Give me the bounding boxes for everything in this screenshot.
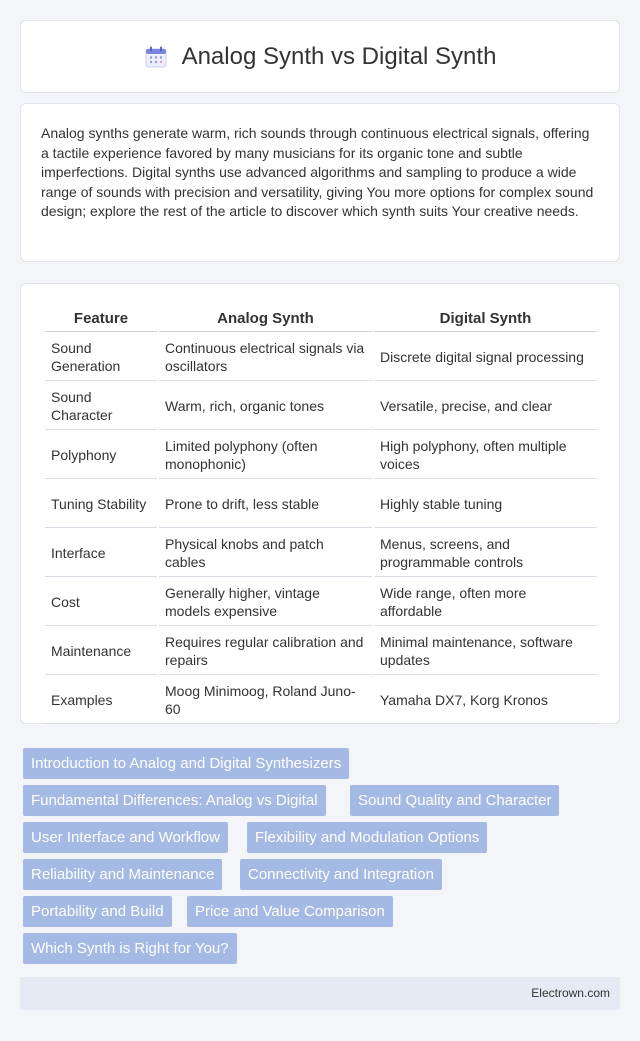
topic-tag-which-synth[interactable]: Which Synth is Right for You? — [23, 933, 237, 964]
table-cell: Prone to drift, less stable — [159, 481, 372, 528]
table-row — [45, 579, 597, 626]
table-cell: Generally higher, vintage models expensive — [159, 579, 372, 626]
table-cell: Moog Minimoog, Roland Juno-60 — [159, 677, 372, 724]
table-cell: Limited polyphony (often monophonic) — [159, 432, 372, 479]
table-cell: Tuning Stability — [45, 481, 157, 528]
table-cell: Sound Generation — [45, 334, 157, 381]
table-row — [45, 432, 597, 479]
footer — [20, 977, 620, 1010]
table-cell: Sound Character — [45, 383, 157, 430]
table-cell: Requires regular calibration and repairs — [159, 628, 372, 675]
table-row — [45, 628, 597, 675]
intro-text: Analog synths generate warm, rich sounds through continuous electrical signals, offering a tactile experience favored by many musicians for its organic tone and subtle imperfections. Digital synths use advanced algorithms and sampling to produce a wide range of sounds with precision and versatility, giving You more options for complex sound design; explore the rest of the article to discover which synth suits Your creative needs. — [41, 125, 594, 220]
table-cell: Yamaha DX7, Korg Kronos — [374, 677, 597, 724]
table-cell: Versatile, precise, and clear — [374, 383, 597, 430]
table-cell: Physical knobs and patch cables — [159, 530, 372, 577]
comparison-table-card — [20, 283, 620, 724]
topic-tag-connectivity[interactable]: Connectivity and Integration — [240, 859, 442, 890]
topic-tag-flexibility[interactable]: Flexibility and Modulation Options — [247, 822, 487, 853]
column-header: Feature — [45, 306, 157, 332]
table-cell: Cost — [45, 579, 157, 626]
page-title: Analog Synth vs Digital Synth — [181, 42, 497, 70]
table-cell: Maintenance — [45, 628, 157, 675]
table-row — [45, 334, 597, 381]
table-cell: Menus, screens, and programmable controls — [374, 530, 597, 577]
table-cell: Discrete digital signal processing — [374, 334, 597, 381]
topic-tag-sound-quality[interactable]: Sound Quality and Character — [350, 785, 559, 816]
column-header: Digital Synth — [374, 306, 597, 332]
table-cell: Wide range, often more affordable — [374, 579, 597, 626]
title-card — [20, 20, 620, 93]
footer-brand[interactable]: Electrown.com — [531, 986, 610, 1000]
column-header: Analog Synth — [159, 306, 372, 332]
table-cell: Interface — [45, 530, 157, 577]
table-cell: High polyphony, often multiple voices — [374, 432, 597, 479]
comparison-table — [43, 304, 599, 726]
calendar-icon — [144, 45, 168, 69]
topic-tag-introduction[interactable]: Introduction to Analog and Digital Synthesizers — [23, 748, 349, 779]
topic-tag-portability[interactable]: Portability and Build — [23, 896, 172, 927]
topic-tag-price-value[interactable]: Price and Value Comparison — [187, 896, 393, 927]
intro-card — [20, 103, 620, 262]
table-cell: Warm, rich, organic tones — [159, 383, 372, 430]
table-header-row — [45, 306, 597, 332]
table-row — [45, 481, 597, 528]
topic-tag-reliability[interactable]: Reliability and Maintenance — [23, 859, 222, 890]
table-row — [45, 677, 597, 724]
topic-tag-fundamental-differences[interactable]: Fundamental Differences: Analog vs Digital — [23, 785, 326, 816]
table-cell: Minimal maintenance, software updates — [374, 628, 597, 675]
table-row — [45, 530, 597, 577]
table-cell: Examples — [45, 677, 157, 724]
table-cell: Highly stable tuning — [374, 481, 597, 528]
table-row — [45, 383, 597, 430]
topic-tag-user-interface[interactable]: User Interface and Workflow — [23, 822, 228, 853]
table-cell: Polyphony — [45, 432, 157, 479]
table-cell: Continuous electrical signals via oscillators — [159, 334, 372, 381]
